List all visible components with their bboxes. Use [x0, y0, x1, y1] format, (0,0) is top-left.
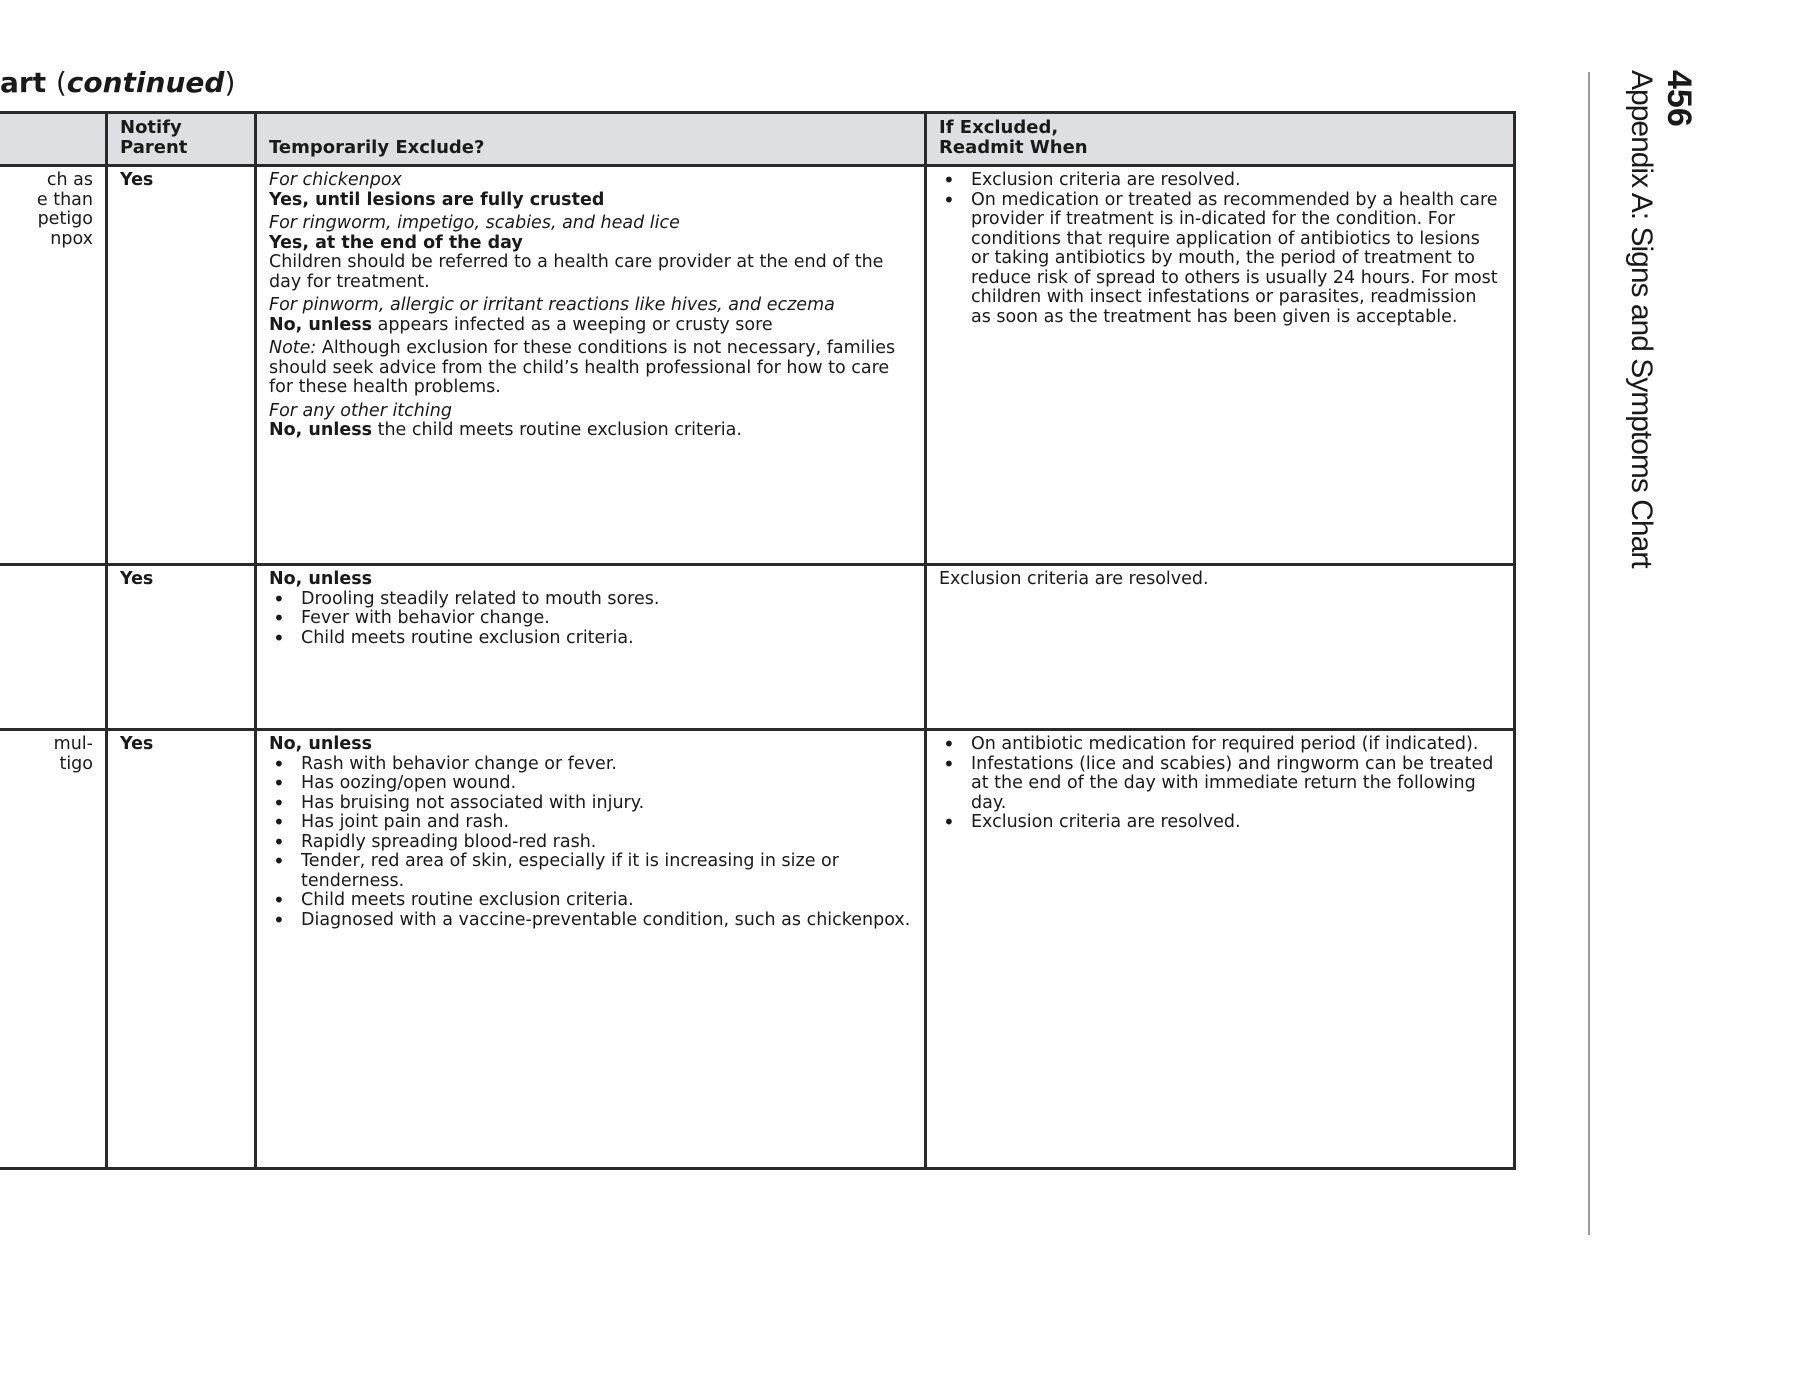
condition-cell-clipped: [0, 565, 107, 730]
readmit-cell: [926, 166, 1515, 565]
readmit-text: Exclusion criteria are resolved.: [939, 569, 1209, 589]
header-readmit-when: If Excluded, Readmit When: [926, 113, 1515, 166]
condition-cell-clipped: mul- tigo: [0, 730, 107, 1169]
exclude-list: [269, 755, 912, 931]
chickenpox-label: For chickenpox: [269, 170, 402, 190]
readmit-list: [939, 171, 1501, 327]
other-itching-answer: No, unless the child meets routine exclusion criteria.: [269, 420, 742, 440]
ringworm-detail: Children should be referred to a health care provider at the end of the day for treatment.: [269, 252, 884, 292]
table-row: [0, 730, 1515, 1169]
exclude-list: [269, 590, 912, 649]
title-fragment: art: [0, 66, 47, 99]
readmit-cell: [926, 565, 1515, 730]
list-item: • Child meets routine exclusion criteria.: [269, 629, 912, 649]
list-item: • Diagnosed with a vaccine-preventable condition, such as chickenpox.: [269, 911, 912, 931]
table-row: [0, 166, 1515, 565]
pinworm-answer: No, unless appears infected as a weeping or crusty sore: [269, 314, 773, 335]
other-itching-label: For any other itching: [269, 400, 452, 421]
signs-symptoms-table: [0, 111, 1516, 1170]
list-item: • Fever with behavior change.: [269, 609, 912, 629]
pinworm-label: For pinworm, allergic or irritant reactions like hives, and eczema: [269, 295, 835, 315]
list-item: • Exclusion criteria are resolved.: [939, 171, 1501, 191]
list-item: • Drooling steadily related to mouth sores.: [269, 590, 912, 610]
readmit-list: [939, 735, 1501, 833]
condition-cell-clipped: ch as e than petigo npox: [0, 166, 107, 565]
list-item: • On antibiotic medication for required period (if indicated).: [939, 735, 1501, 755]
list-item: • Has joint pain and rash.: [269, 813, 912, 833]
list-item: • Has bruising not associated with injury.: [269, 794, 912, 814]
readmit-cell: [926, 730, 1515, 1169]
page-title: art (continued): [0, 66, 236, 99]
ringworm-answer: Yes, at the end of the day: [269, 232, 523, 253]
exclude-cell: [256, 166, 926, 565]
chickenpox-answer: Yes, until lesions are fully crusted: [269, 189, 605, 210]
table-row: [0, 565, 1515, 730]
page-number: 456: [1660, 70, 1698, 127]
notify-cell: Yes: [107, 166, 256, 565]
title-continued: continued: [66, 66, 225, 99]
list-item: • On medication or treated as recommended by a health care provider if treatment is in-dicated for the condition. For conditions that require application of antibiotics to lesions or taking antibiotics by mouth, the period of treatment to reduce risk of spread to others is usually 24 hours. For most children with insect infestations or parasites, readmission as soon as the treatment has been given is acceptable.: [939, 191, 1501, 328]
list-item: • Rash with behavior change or fever.: [269, 755, 912, 775]
list-item: • Rapidly spreading blood-red rash.: [269, 833, 912, 853]
notify-cell: Yes: [107, 565, 256, 730]
margin-rule: [1588, 72, 1590, 1235]
list-item: • Exclusion criteria are resolved.: [939, 813, 1501, 833]
notify-cell: Yes: [107, 730, 256, 1169]
header-notify-parent: Notify Parent: [107, 113, 256, 166]
ringworm-label: For ringworm, impetigo, scabies, and head lice: [269, 213, 680, 233]
list-item: • Child meets routine exclusion criteria.: [269, 891, 912, 911]
exclude-heading: No, unless: [269, 569, 373, 589]
list-item: • Tender, red area of skin, especially if it is increasing in size or tenderness.: [269, 852, 912, 891]
exclude-heading: No, unless: [269, 734, 373, 754]
exclude-cell: [256, 730, 926, 1169]
list-item: • Infestations (lice and scabies) and ringworm can be treated at the end of the day with immediate return the following day.: [939, 755, 1501, 814]
note: Note: Although exclusion for these conditions is not necessary, families should seek advice from the child’s health professional for how to care for these health problems.: [269, 338, 896, 397]
list-item: • Has oozing/open wound.: [269, 774, 912, 794]
header-condition-clipped: [0, 113, 107, 166]
table-header-row: [0, 113, 1515, 166]
exclude-cell: [256, 565, 926, 730]
header-temporarily-exclude: Temporarily Exclude?: [256, 113, 926, 166]
running-head: Appendix A: Signs and Symptoms Chart: [1625, 70, 1658, 568]
